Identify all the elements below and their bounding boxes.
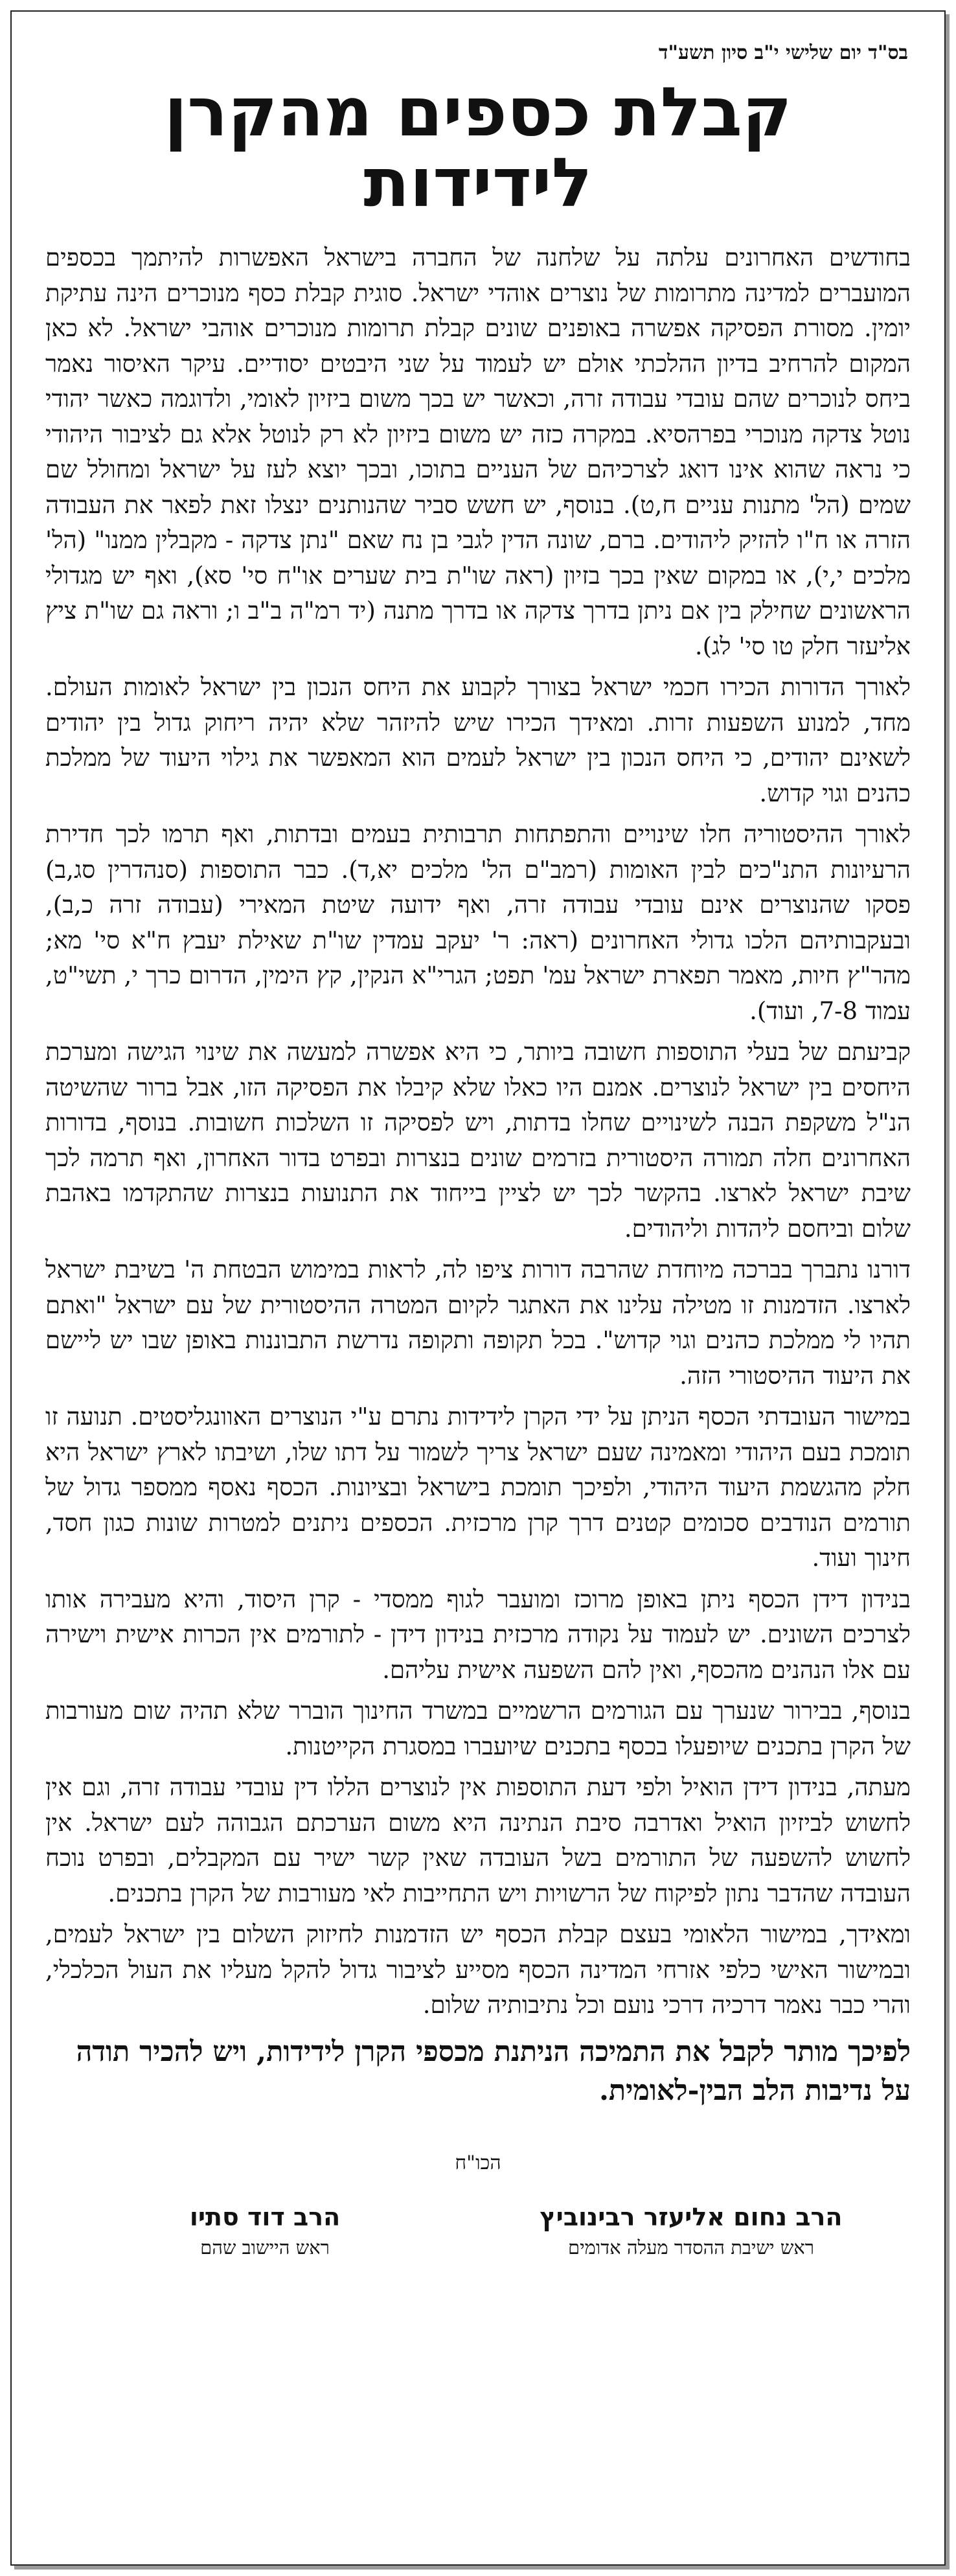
signatory-stav	[52, 2203, 478, 2259]
body-paragraph: במישור העובדתי הכסף הניתן על ידי הקרן לידידות נתרם ע"י הנוצרים האוונגליסטים. תנועה זו תומכת בעם היהודי ומאמינה שעם ישראל צריך לשמור על דתו שלו, ושיבתו לארץ ישראל היא חלק מהגשמת היעוד היהודי, ולפיכך תומכת בישראל ובציונות. הכסף נאסף ממספר גדול של תורמים הנודבים סכומים קטנים דרך קרן מרכזית. הכספים ניתנים למטרות שונות כגון חסד, חינוך ועוד.	[45, 1403, 911, 1572]
page-title: קבלת כספים מהקרן לידידות	[164, 73, 792, 223]
signatory-rabinovitch	[478, 2203, 904, 2259]
signatory-title: ראש ישיבת ההסדר מעלה אדומים	[567, 2236, 815, 2259]
signatory-title: ראש היישוב שהם	[200, 2236, 330, 2259]
body-paragraph: דורנו נתברך בברכה מיוחדת שהרבה דורות ציפו לה, לראות במימוש הבטחת ה' בשיבת ישראל לארצו. הזדמנות זו מטילה עלינו את האתגר לקיום המטרה ההיסטורית של עם ישראל "ואתם תהיו לי ממלכת כהנים וגוי קדוש". בכל תקופה ותקופה נדרשת התבוננות באופן שבו יש ליישם את היעוד ההיסטורי הזה.	[45, 1256, 911, 1390]
signature-block	[45, 2203, 911, 2259]
signatory-name: הרב דוד סתיו	[189, 2202, 341, 2231]
body-paragraph: קביעתם של בעלי התוספות חשובה ביותר, כי היא אפשרה למעשה את שינוי הגישה ומערכת היחסים בין ישראל לנוצרים. אמנם היו כאלו שלא קיבלו את הפסיקה הזו, אבל ברור שהשיטה הנ"ל משקפת הבנה לשינויים שחלו בדתות, ויש לפסיקה זו השלכות חשובות. בנוסף, בדורות האחרונים חלה תמורה היסטורית בזרמים שונים בנצרות ובפרט בדור האחרון, ואף תרמה לכך שיבת ישראל לארצו. בהקשר לכך יש לציין בייחוד את התנועות בנצרות שהתקדמו באהבת שלום וביחסם ליהדות וליהודים.	[45, 1038, 911, 1243]
body-paragraph: בנידון דידן הכסף ניתן באופן מרוכז ומועבר לגוף ממסדי - קרן היסוד, והיא מעבירה אותו לצרכים השונים. יש לעמוד על נקודה מרכזית בנידון דידן - לתורמים אין הכרות אישית וישירה עם אלו הנהנים מהכסף, ואין להם השפעה אישית עליהם.	[45, 1585, 911, 1684]
body-paragraph: ומאידך, במישור הלאומי בעצם קבלת הכסף יש הזדמנות לחיזוק השלום בין ישראל לעמים, ובמישור האישי כלפי אזרחי המדינה הכסף מסייע לציבור גדול להקל מעליו את העול הכלכלי, והרי כבר נאמר דרכיה דרכי נועם וכל נתיבותיה שלום.	[45, 1920, 911, 2019]
signatory-name: הרב נחום אליעזר רבינוביץ	[540, 2202, 843, 2231]
document-body	[45, 240, 911, 2023]
document-frame	[10, 10, 946, 2566]
conclusion-statement: לפיכך מותר לקבל את התמיכה הניתנת מכספי הקרן לידידות, ויש להכיר תודה על נדיבות הלב הבין-לאומית.	[76, 2035, 911, 2107]
body-paragraph: בחודשים האחרונים עלתה על שלחנה של החברה בישראל האפשרות להיתמך בכספים המועברים למדינה מתרומות של נוצרים אוהדי ישראל. סוגית קבלת כסף מנוכרים הינה עתיקת יומין. מסורת הפסיקה אפשרה באופנים שונים קבלת תרומות מנוכרים אוהבי ישראל. לא כאן המקום להרחיב בדיון ההלכתי אולם יש לעמוד על שני היבטים יסודיים. עיקר האיסור נאמר ביחס לנוכרים שהם עובדי עבודה זרה, וכאשר יש בכך משום ביזיון לאומי, ולדוגמה כאשר יהודי נוטל צדקה מנוכרי בפרהסיא. במקרה כזה יש משום ביזיון לא רק לנוטל אלא גם לציבור היהודי כי נראה שהוא אינו דואג לצרכיהם של העניים בתוכו, ובכך יוצא לעז על ישראל ומחולל שם שמים (הל' מתנות עניים ח,ט). בנוסף, יש חשש סביר שהנותנים ינצלו זאת לפאר את העבודה הזרה או ח"ו להזיק ליהודים. ברם, שונה הדין לגבי בן נח שאם "נתן צדקה - מקבלין ממנו" (הל' מלכים י,י), או במקום שאין בכך בזיון (ראה שו"ת בית שערים או"ח סי' סא), ואף יש מגדולי הראשונים שחילק בין אם ניתן בדרך צדקה או בדרך מתנה (יד רמ"ה ב"ב ו; וראה גם שו"ת ציץ אליעזר חלק טו סי' לג).	[45, 244, 911, 660]
body-paragraph: בנוסף, בבירור שנערך עם הגורמים הרשמיים במשרד החינוך הוברר שלא תהיה שום מעורבות של הקרן בתכנים שיופעלו בכסף בתכנים שיועברו במסגרת הקייטנות.	[45, 1697, 911, 1760]
closing-abbreviation: הכו"ח	[455, 2151, 501, 2174]
body-paragraph: לאורך ההיסטוריה חלו שינויים והתפתחות תרבותית בעמים ובדתות, ואף תרמו לכך חדירת הרעיונות התנ"כים לבין האומות (רמב"ם הל' מלכים יא,ד). כבר התוספות (סנהדרין סג,ב) פסקו שהנוצרים אינם עובדי עבודה זרה, ואף ידועה שיטת המאירי (עבודה זרה כ,ב), ובעקבותיהם הלכו גדולי האחרונים (ראה: ר' יעקב עמדין שו"ת שאילת יעבץ ח"א סי' מא; מהר"ץ חיות, מאמר תפארת ישראל עמ' תפט; הגרי"א הנקין, קץ הימין, הדרום כרך י, תשי"ט, עמוד 7-8, ועוד).	[45, 820, 911, 1025]
body-paragraph: מעתה, בנידון דידן הואיל ולפי דעת התוספות אין לנוצרים הללו דין עובדי עבודה זרה, וגם אין לחשוש לביזיון הואיל ואדרבה סיבת הנתינה היא משום הערכתם הגבוהה לעם ישראל. אין לחשוש להשפעה של התורמים בשל העובדה שאין קשר ישיר עם המקבלים, ובפרט נוכח העובדה שהדבר נתון לפיקוח של הרשויות ויש התחייבות לאי מעורבות של הקרן בתכנים.	[45, 1773, 911, 1907]
body-paragraph: לאורך הדורות הכירו חכמי ישראל בצורך לקבוע את היחס הנכון בין ישראל לאומות העולם. מחד, למנוע השפעות זרות. ומאידך הכירו שיש להיזהר שלא יהיה ריחוק גדול בין יהודים לשאינם יהודים, כי היחס הנכון בין ישראל לעמים הוא המאפשר את גילוי היעוד של ממלכת כהנים וגוי קדוש.	[45, 673, 911, 807]
date-note: בס"ד יום שלישי י"ב סיון תשע"ד	[658, 41, 908, 64]
